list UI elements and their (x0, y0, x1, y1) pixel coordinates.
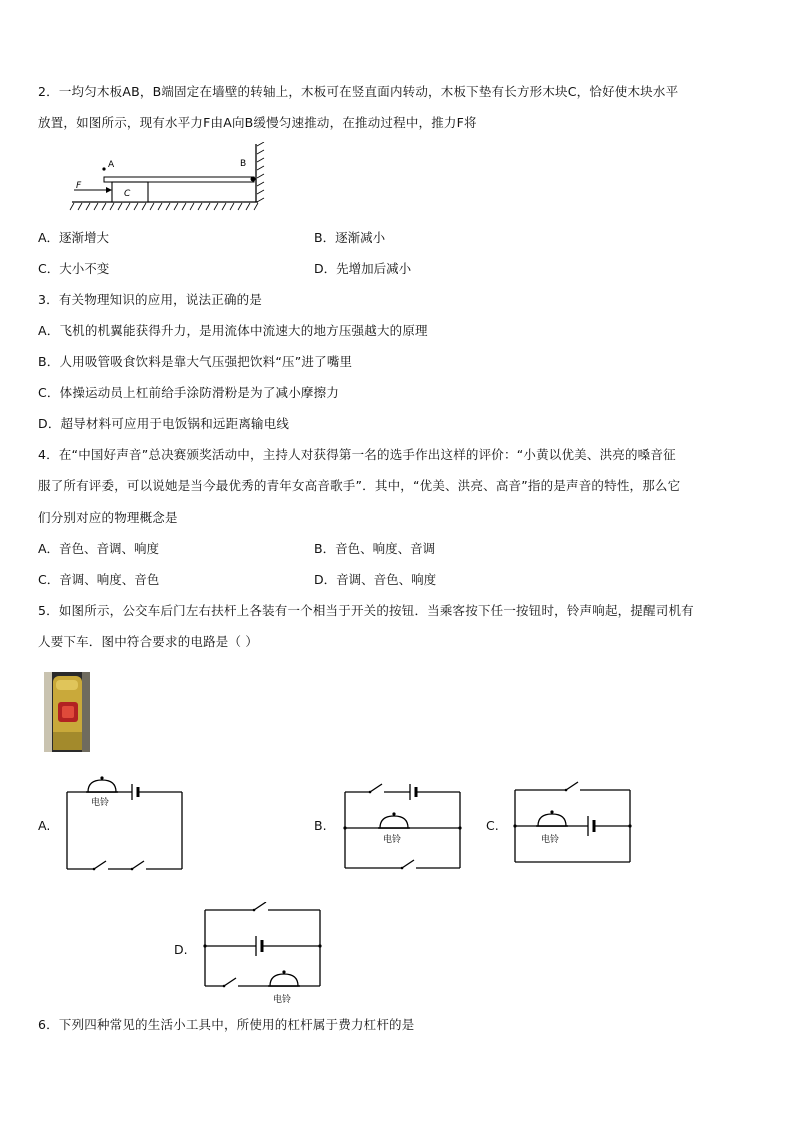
q4-option-c: C．音调、响度、音色 (38, 572, 160, 587)
label-C: C (124, 189, 131, 199)
q2-stem-line2: 放置，如图所示，现有水平力F由A向B缓慢匀速推动，在推动过程中，推力F将 (38, 115, 477, 130)
label-A: A (108, 160, 115, 170)
q2-figure (68, 142, 278, 217)
circuit-a (62, 772, 188, 876)
q6-stem: 6．下列四种常见的生活小工具中，所使用的杠杆属于费力杠杆的是 (38, 1017, 415, 1032)
circuit-label-b: B. (314, 818, 327, 833)
q5-stem-line1: 5．如图所示，公交车后门左右扶杆上各装有一个相当于开关的按钮．当乘客按下任一按钮时，铃声响起，提醒司机有 (38, 603, 694, 618)
circuit-c (510, 776, 636, 868)
label-F: F (76, 181, 82, 191)
circuit-label-c: C. (486, 818, 499, 833)
q3-option-d: D．超导材料可应用于电饭锅和远距离输电线 (38, 416, 290, 431)
q4-stem-line1: 4．在“中国好声音”总决赛颁奖活动中，主持人对获得第一名的选手作出这样的评价：“小黄以优美、洪亮的嗓音征 (38, 447, 676, 462)
circuit-d (200, 902, 326, 1008)
bell-label-a: 电铃 (91, 798, 110, 808)
q2-option-d: D．先增加后减小 (314, 261, 412, 276)
bell-label-c: 电铃 (541, 835, 560, 845)
q4-option-a: A．音色、音调、响度 (38, 541, 160, 556)
bell-label-b: 电铃 (383, 835, 402, 845)
bell-label-d: 电铃 (273, 995, 292, 1005)
q3-stem: 3．有关物理知识的应用，说法正确的是 (38, 292, 263, 307)
circuit-b (340, 776, 466, 874)
bus-button-photo (44, 672, 90, 752)
label-B: B (240, 159, 247, 169)
q4-option-b: B．音色、响度、音调 (314, 541, 436, 556)
q2-option-a: A．逐渐增大 (38, 230, 110, 245)
q2-stem-line1: 2．一均匀木板AB，B端固定在墙壁的转轴上，木板可在竖直面内转动，木板下垫有长方形木块C，恰好使木块水平 (38, 84, 679, 99)
q2-option-b: B．逐渐减小 (314, 230, 386, 245)
q3-option-c: C．体操运动员上杠前给手涂防滑粉是为了减小摩擦力 (38, 385, 340, 400)
q3-option-a: A．飞机的机翼能获得升力，是用流体中流速大的地方压强越大的原理 (38, 323, 428, 338)
q2-option-c: C．大小不变 (38, 261, 110, 276)
circuit-label-d: D. (174, 942, 188, 957)
q3-option-b: B．人用吸管吸食饮料是靠大气压强把饮料“压”进了嘴里 (38, 354, 353, 369)
q5-stem-line2: 人要下车．图中符合要求的电路是（ ） (38, 634, 259, 649)
circuit-label-a: A. (38, 818, 51, 833)
q4-stem-line3: 们分别对应的物理概念是 (38, 510, 178, 525)
q4-option-d: D．音调、音色、响度 (314, 572, 437, 587)
q4-stem-line2: 服了所有评委，可以说她是当今最优秀的青年女高音歌手”．其中，“优美、洪亮、高音”指的是声音的特性，那么它 (38, 478, 681, 493)
